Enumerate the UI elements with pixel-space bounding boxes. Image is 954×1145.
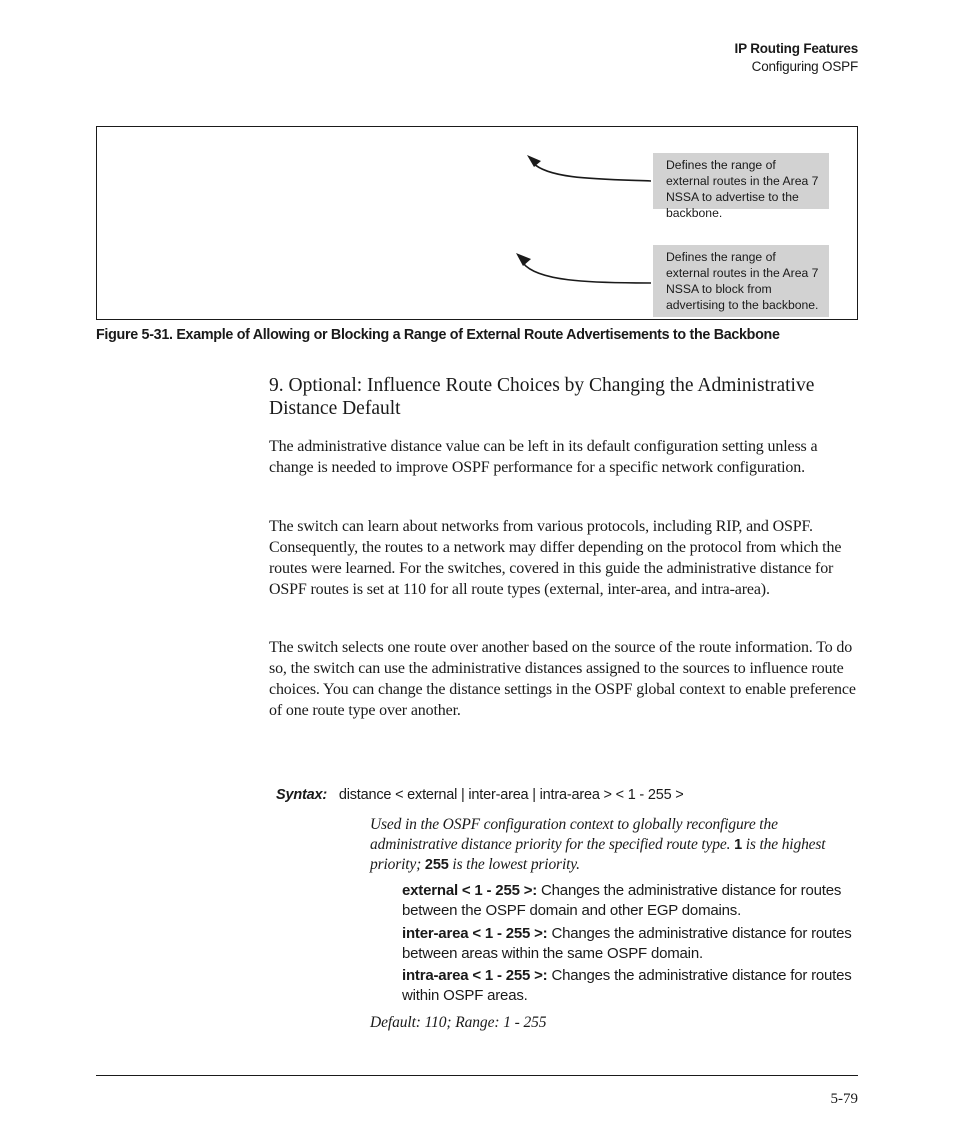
callout-arrow-1 (533, 163, 651, 181)
option-keyword: intra-area < 1 - 255 >: (402, 967, 548, 984)
header-title: IP Routing Features (734, 41, 858, 56)
section-heading: 9. Optional: Influence Route Choices by Changing the Administrative Distance Default (269, 375, 815, 419)
option-inter-area (402, 924, 862, 963)
page-number: 5-79 (830, 1091, 858, 1107)
figure-box (96, 126, 858, 320)
callout-arrowhead-1 (527, 155, 541, 167)
option-external (402, 881, 862, 920)
syntax-row (276, 787, 684, 803)
callout-arrow-2 (523, 263, 651, 283)
body-paragraph: The administrative distance value can be left in its default configuration setting unless a change is needed to improve OSPF performance for a specific network configuration. (269, 438, 818, 476)
body-paragraph: The switch can learn about networks from various protocols, including RIP, and OSPF. Consequently, the routes to a network may differ depending on the protocol from which the routes were learned. For the switches, covered in this guide the administrative distance for OSPF routes is set at 110 for all route types (external, inter-area, and intra-area). (269, 518, 842, 598)
header-subtitle: Configuring OSPF (751, 59, 858, 74)
syntax-label: Syntax: (276, 787, 327, 803)
highest-priority-value: 1 (734, 836, 742, 853)
highest-priority-text: is the highest priority; (370, 835, 826, 873)
syntax-description (370, 815, 860, 876)
lowest-priority-value: 255 (424, 857, 449, 873)
syntax-description-text: Used in the OSPF configuration context to globally reconfigure the administrative distance priority for the specified route type. (370, 816, 778, 853)
callout-advertise: Defines the range of external routes in the Area 7 NSSA to advertise to the backbone. (653, 153, 829, 209)
option-keyword: inter-area < 1 - 255 >: (402, 925, 548, 942)
option-text: Changes the administrative distance for routes within OSPF areas. (402, 967, 852, 1004)
option-text: Changes the administrative distance for routes between areas within the same OSPF domain. (402, 925, 852, 962)
footer-rule (96, 1075, 858, 1076)
default-range-line: Default: 110; Range: 1 - 255 (370, 1014, 547, 1031)
figure-caption: Figure 5-31. Example of Allowing or Blocking a Range of External Route Advertisements to the Backbone (96, 327, 780, 343)
callout-block: Defines the range of external routes in the Area 7 NSSA to block from advertising to the backbone. (653, 245, 829, 317)
option-keyword: external < 1 - 255 >: (402, 882, 538, 899)
option-intra-area (402, 966, 862, 1005)
body-paragraph: The switch selects one route over another based on the source of the route information. To do so, the switch can use the administrative distances assigned to the sources to influence route choices. You can change the distance settings in the OSPF global context to enable preference of one route type over another. (269, 639, 856, 719)
syntax-command: distance < external | inter-area | intra-area > < 1 - 255 > (338, 787, 684, 803)
callout-arrowhead-2 (516, 253, 531, 266)
lowest-priority-text: is the lowest priority. (452, 856, 580, 873)
option-text: Changes the administrative distance for routes between the OSPF domain and other EGP domains. (402, 882, 842, 919)
